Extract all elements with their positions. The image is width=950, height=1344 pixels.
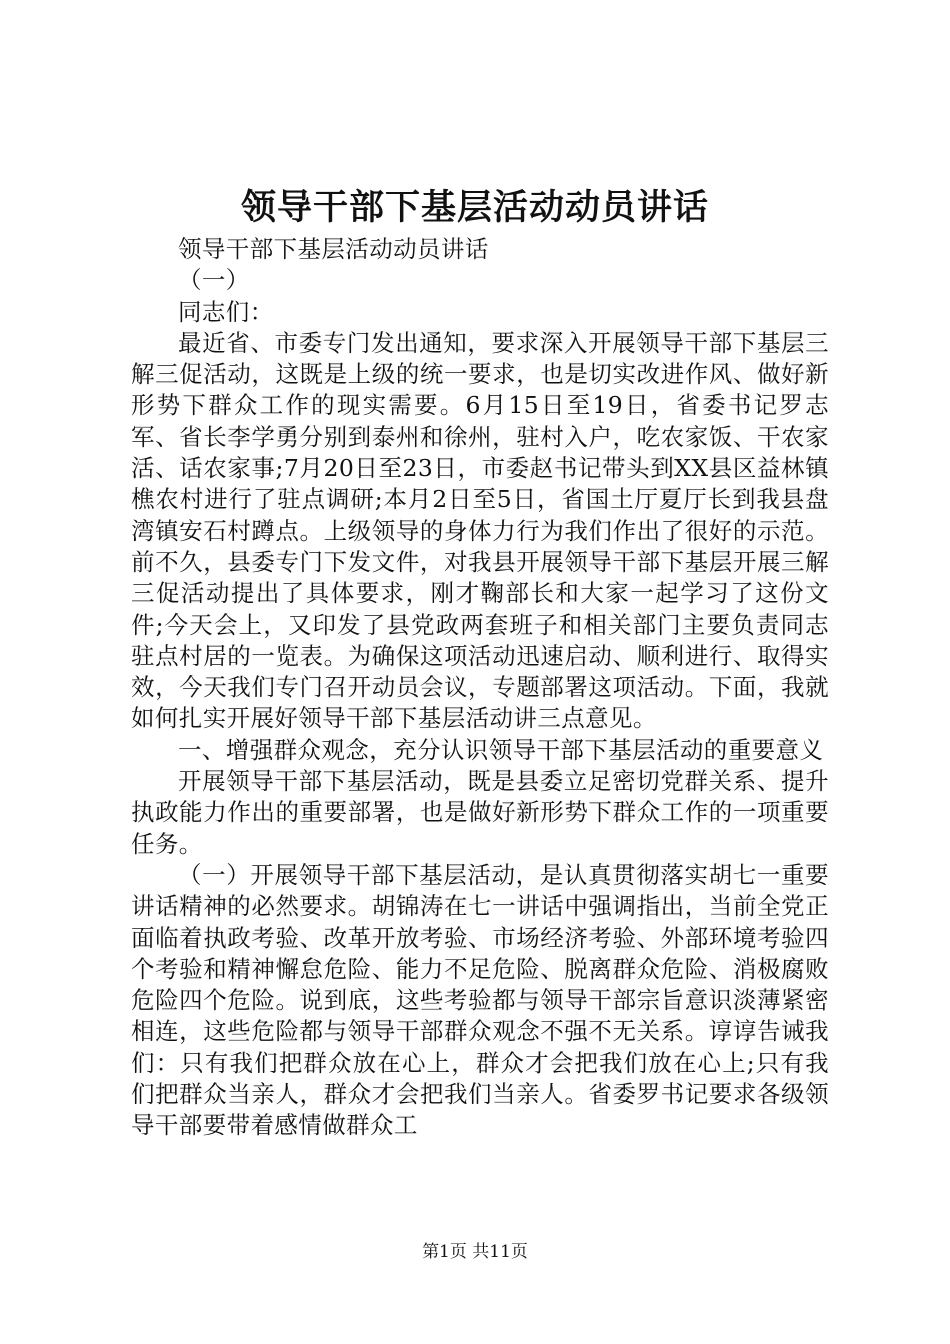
subsection-paragraph: （一）开展领导干部下基层活动，是认真贯彻落实胡七一重要讲话精神的必然要求。胡锦涛在七一讲话中强调指出，当前全党正面临着执政考验、改革开放考验、市场经济考验、外部环境考验四个考验和精神懈怠危险、能力不足危险、脱离群众危险、消极腐败危险四个危险。说到底，这些考验都与领导干部宗旨意识淡薄紧密相连，这些危险都与领导干部群众观念不强不无关系。谆谆告诫我们：只有我们把群众放在心上，群众才会把我们放在心上;只有我们把群众当亲人，群众才会把我们当亲人。省委罗书记要求各级领导干部要带着感情做群众工 <box>131 860 829 1140</box>
subtitle-paragraph: 领导干部下基层活动动员讲话 <box>178 235 489 263</box>
page-footer: 第1页 共11页 <box>422 1242 528 1262</box>
page-title: 领导干部下基层活动动员讲话 <box>240 187 709 228</box>
intro-paragraph: 最近省、市委专门发出通知，要求深入开展领导干部下基层三解三促活动，这既是上级的统一要求，也是切实改进作风、做好新形势下群众工作的现实需要。6月15日至19日，省委书记罗志军、省长李学勇分别到泰州和徐州，驻村入户，吃农家饭、干农家活、话农家事;7月20日至23日，市委赵书记带头到XX县区益林镇樵农村进行了驻点调研;本月2日至5日，省国土厅夏厅长到我县盘湾镇安石村蹲点。上级领导的身体力行为我们作出了很好的示范。前不久，县委专门下发文件，对我县开展领导干部下基层开展三解三促活动提出了具体要求，刚才鞠部长和大家一起学习了这份文件;今天会上，又印发了县党政两套班子和相关部门主要负责同志驻点村居的一览表。为确保这项活动迅速启动、顺利进行、取得实效，今天我们专门召开动员会议，专题部署这项活动。下面，我就如何扎实开展好领导干部下基层活动讲三点意见。 <box>131 328 829 733</box>
document-body <box>131 234 829 1142</box>
salutation-paragraph: 同志们： <box>178 297 274 326</box>
section-intro-paragraph: 开展领导干部下基层活动，既是县委立足密切党群关系、提升执政能力作出的重要部署，也是做好新形势下群众工作的一项重要任务。 <box>131 767 829 858</box>
section-heading-paragraph: 一、增强群众观念，充分认识领导干部下基层活动的重要意义 <box>178 735 824 764</box>
section-number-paragraph: （一） <box>178 266 250 295</box>
